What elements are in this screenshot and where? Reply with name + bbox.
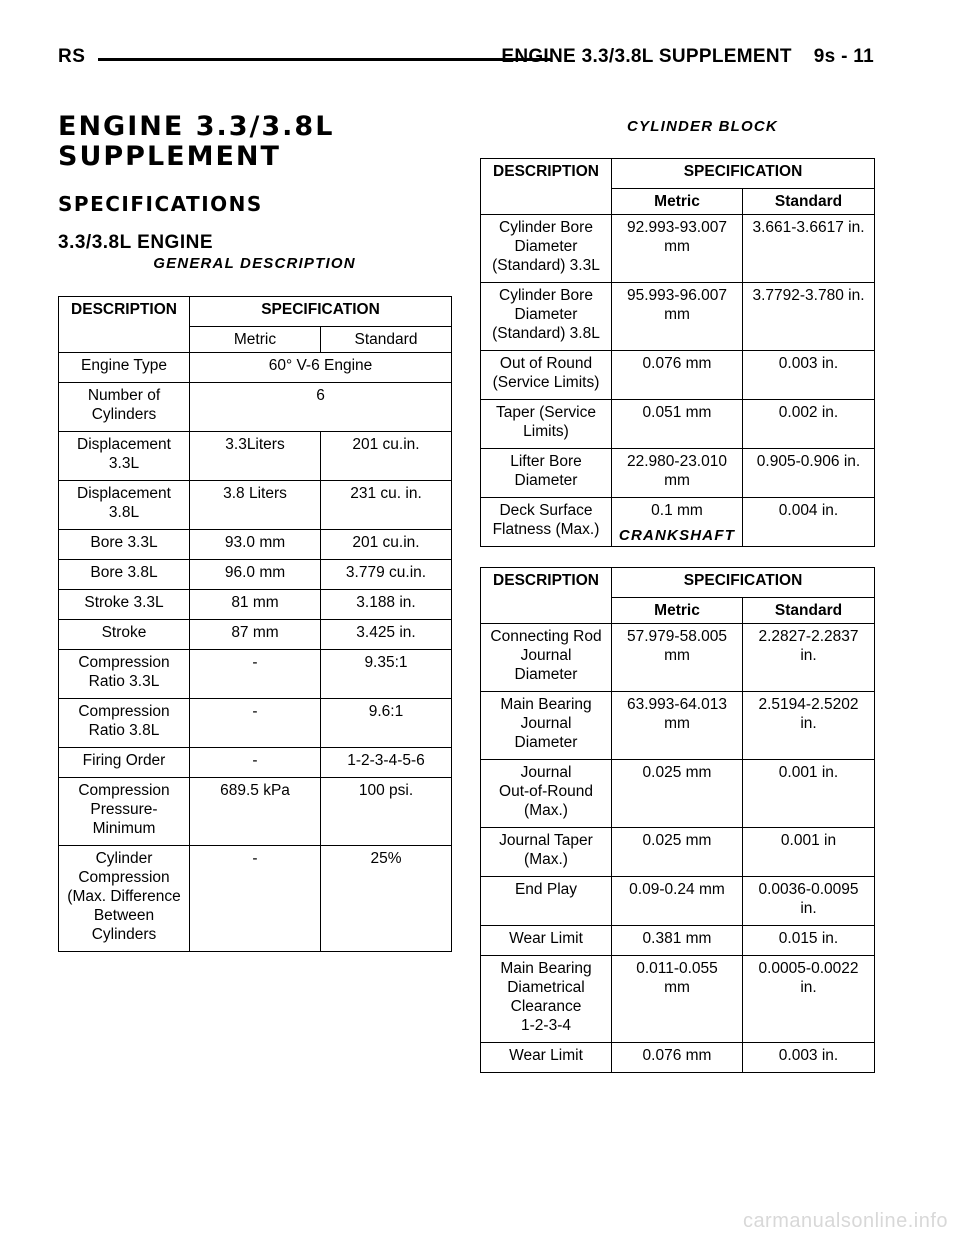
block-caption: CYLINDER BLOCK: [627, 118, 778, 135]
col-head-description: DESCRIPTION: [59, 297, 190, 327]
table-row: [59, 649, 452, 698]
table-row: [59, 382, 452, 431]
subsection-title: 3.3/3.8L ENGINE: [58, 232, 213, 253]
row-standard: 0.0036-0.0095 in.: [743, 876, 875, 925]
row-standard: 9.35:1: [321, 649, 452, 698]
row-metric: 0.011-0.055 mm: [612, 955, 743, 1042]
table-row: [481, 448, 875, 497]
row-value: 6: [190, 382, 452, 431]
row-description: Lifter Bore Diameter: [481, 448, 612, 497]
table-row: [59, 480, 452, 529]
row-description: Out of Round (Service Limits): [481, 350, 612, 399]
row-description: Bore 3.3L: [59, 529, 190, 559]
row-metric: 95.993-96.007 mm: [612, 282, 743, 350]
row-metric: 0.09-0.24 mm: [612, 876, 743, 925]
row-standard: 0.003 in.: [743, 1042, 875, 1072]
table-row: [59, 589, 452, 619]
row-description: Compression Ratio 3.3L: [59, 649, 190, 698]
col-head-standard: Standard: [321, 326, 452, 352]
row-standard: 1-2-3-4-5-6: [321, 747, 452, 777]
cylinder-block-table: [480, 158, 875, 547]
row-metric: 3.8 Liters: [190, 480, 321, 529]
table-row: [59, 698, 452, 747]
row-description: Cylinder Compression (Max. Difference Between Cylinders: [59, 845, 190, 951]
row-standard: 201 cu.in.: [321, 431, 452, 480]
table-row: [481, 925, 875, 955]
row-standard: 0.002 in.: [743, 399, 875, 448]
row-description: Main Bearing Diametrical Clearance 1-2-3-4: [481, 955, 612, 1042]
col-head-description: DESCRIPTION: [481, 159, 612, 189]
col-head-metric: Metric: [612, 188, 743, 214]
row-description: Engine Type: [59, 352, 190, 382]
row-metric: -: [190, 845, 321, 951]
row-description: Firing Order: [59, 747, 190, 777]
row-standard: 25%: [321, 845, 452, 951]
table-row: [481, 623, 875, 691]
row-metric: 0.076 mm: [612, 350, 743, 399]
col-head-description: DESCRIPTION: [481, 568, 612, 598]
table-row: [481, 399, 875, 448]
row-description: Journal Out-of-Round (Max.): [481, 759, 612, 827]
row-description: Displacement 3.8L: [59, 480, 190, 529]
row-metric: -: [190, 698, 321, 747]
row-standard: 9.6:1: [321, 698, 452, 747]
row-metric: -: [190, 649, 321, 698]
col-head-metric: Metric: [190, 326, 321, 352]
row-description: Connecting Rod Journal Diameter: [481, 623, 612, 691]
row-description: Compression Pressure- Minimum: [59, 777, 190, 845]
row-description: Number of Cylinders: [59, 382, 190, 431]
row-metric: 63.993-64.013 mm: [612, 691, 743, 759]
row-metric: 96.0 mm: [190, 559, 321, 589]
row-description: Taper (Service Limits): [481, 399, 612, 448]
row-standard: 0.001 in: [743, 827, 875, 876]
row-standard: 3.779 cu.in.: [321, 559, 452, 589]
row-standard: 0.003 in.: [743, 350, 875, 399]
row-metric: 0.076 mm: [612, 1042, 743, 1072]
row-standard: 3.661-3.6617 in.: [743, 214, 875, 282]
col-head-specification: SPECIFICATION: [190, 297, 452, 327]
table-row: [59, 559, 452, 589]
row-metric: 81 mm: [190, 589, 321, 619]
table-row: [59, 619, 452, 649]
row-description: Bore 3.8L: [59, 559, 190, 589]
row-description: Cylinder Bore Diameter (Standard) 3.8L: [481, 282, 612, 350]
watermark-footer: carmanualsonline.info: [742, 1210, 948, 1232]
row-metric: 0.025 mm: [612, 827, 743, 876]
row-standard: 3.188 in.: [321, 589, 452, 619]
col-head-standard: Standard: [743, 188, 875, 214]
header-right: [501, 46, 874, 68]
row-metric: 0.025 mm: [612, 759, 743, 827]
table-row: [59, 431, 452, 480]
row-metric: 87 mm: [190, 619, 321, 649]
row-standard: 0.015 in.: [743, 925, 875, 955]
row-description: Journal Taper (Max.): [481, 827, 612, 876]
section-title: SPECIFICATIONS: [58, 192, 263, 216]
row-standard: 2.5194-2.5202 in.: [743, 691, 875, 759]
row-metric: 0.051 mm: [612, 399, 743, 448]
row-description: Compression Ratio 3.8L: [59, 698, 190, 747]
row-metric: 0.1 mm: [612, 497, 743, 546]
row-metric: 22.980-23.010 mm: [612, 448, 743, 497]
row-standard: 100 psi.: [321, 777, 452, 845]
col-head-metric: Metric: [612, 597, 743, 623]
col-head-specification: SPECIFICATION: [612, 568, 875, 598]
row-metric: 57.979-58.005 mm: [612, 623, 743, 691]
table-row: [481, 691, 875, 759]
table-row: [481, 827, 875, 876]
table-row: [481, 955, 875, 1042]
row-description: Stroke: [59, 619, 190, 649]
crank-caption: CRANKSHAFT: [618, 527, 736, 544]
header-title: ENGINE 3.3/3.8L SUPPLEMENT: [501, 46, 792, 67]
row-standard: 0.0005-0.0022 in.: [743, 955, 875, 1042]
row-standard: 231 cu. in.: [321, 480, 452, 529]
table-row: [59, 777, 452, 845]
header-rule: [98, 58, 552, 61]
table-row: [59, 352, 452, 382]
row-metric: 93.0 mm: [190, 529, 321, 559]
row-description: Wear Limit: [481, 925, 612, 955]
table-row: [481, 214, 875, 282]
row-standard: 3.7792-3.780 in.: [743, 282, 875, 350]
row-metric: 689.5 kPa: [190, 777, 321, 845]
general-caption: GENERAL DESCRIPTION: [153, 255, 356, 272]
row-description: Stroke 3.3L: [59, 589, 190, 619]
row-value: 60° V-6 Engine: [190, 352, 452, 382]
table-row: [481, 876, 875, 925]
doc-title: ENGINE 3.3/3.8L SUPPLEMENT: [58, 111, 335, 172]
row-metric: 3.3Liters: [190, 431, 321, 480]
header-left-label: RS: [58, 46, 86, 67]
table-row: [59, 529, 452, 559]
table-row: [481, 282, 875, 350]
row-description: Wear Limit: [481, 1042, 612, 1072]
row-description: Deck Surface Flatness (Max.): [481, 497, 612, 546]
row-description: Cylinder Bore Diameter (Standard) 3.3L: [481, 214, 612, 282]
col-head-standard: Standard: [743, 597, 875, 623]
row-standard: 201 cu.in.: [321, 529, 452, 559]
crankshaft-table: [480, 567, 875, 1073]
row-metric: 92.993-93.007 mm: [612, 214, 743, 282]
table-row: [59, 845, 452, 951]
table-row: [481, 759, 875, 827]
page-header: [58, 40, 874, 80]
row-standard: 2.2827-2.2837 in.: [743, 623, 875, 691]
table-row: [481, 350, 875, 399]
table-row: [59, 747, 452, 777]
row-description: Main Bearing Journal Diameter: [481, 691, 612, 759]
table-row: [481, 1042, 875, 1072]
col-head-specification: SPECIFICATION: [612, 159, 875, 189]
row-standard: 3.425 in.: [321, 619, 452, 649]
row-metric: 0.381 mm: [612, 925, 743, 955]
row-standard: 0.004 in.: [743, 497, 875, 546]
row-standard: 0.001 in.: [743, 759, 875, 827]
row-description: End Play: [481, 876, 612, 925]
row-standard: 0.905-0.906 in.: [743, 448, 875, 497]
general-description-table: [58, 296, 452, 952]
page-number: 9s - 11: [813, 46, 874, 67]
row-description: Displacement 3.3L: [59, 431, 190, 480]
row-metric: -: [190, 747, 321, 777]
